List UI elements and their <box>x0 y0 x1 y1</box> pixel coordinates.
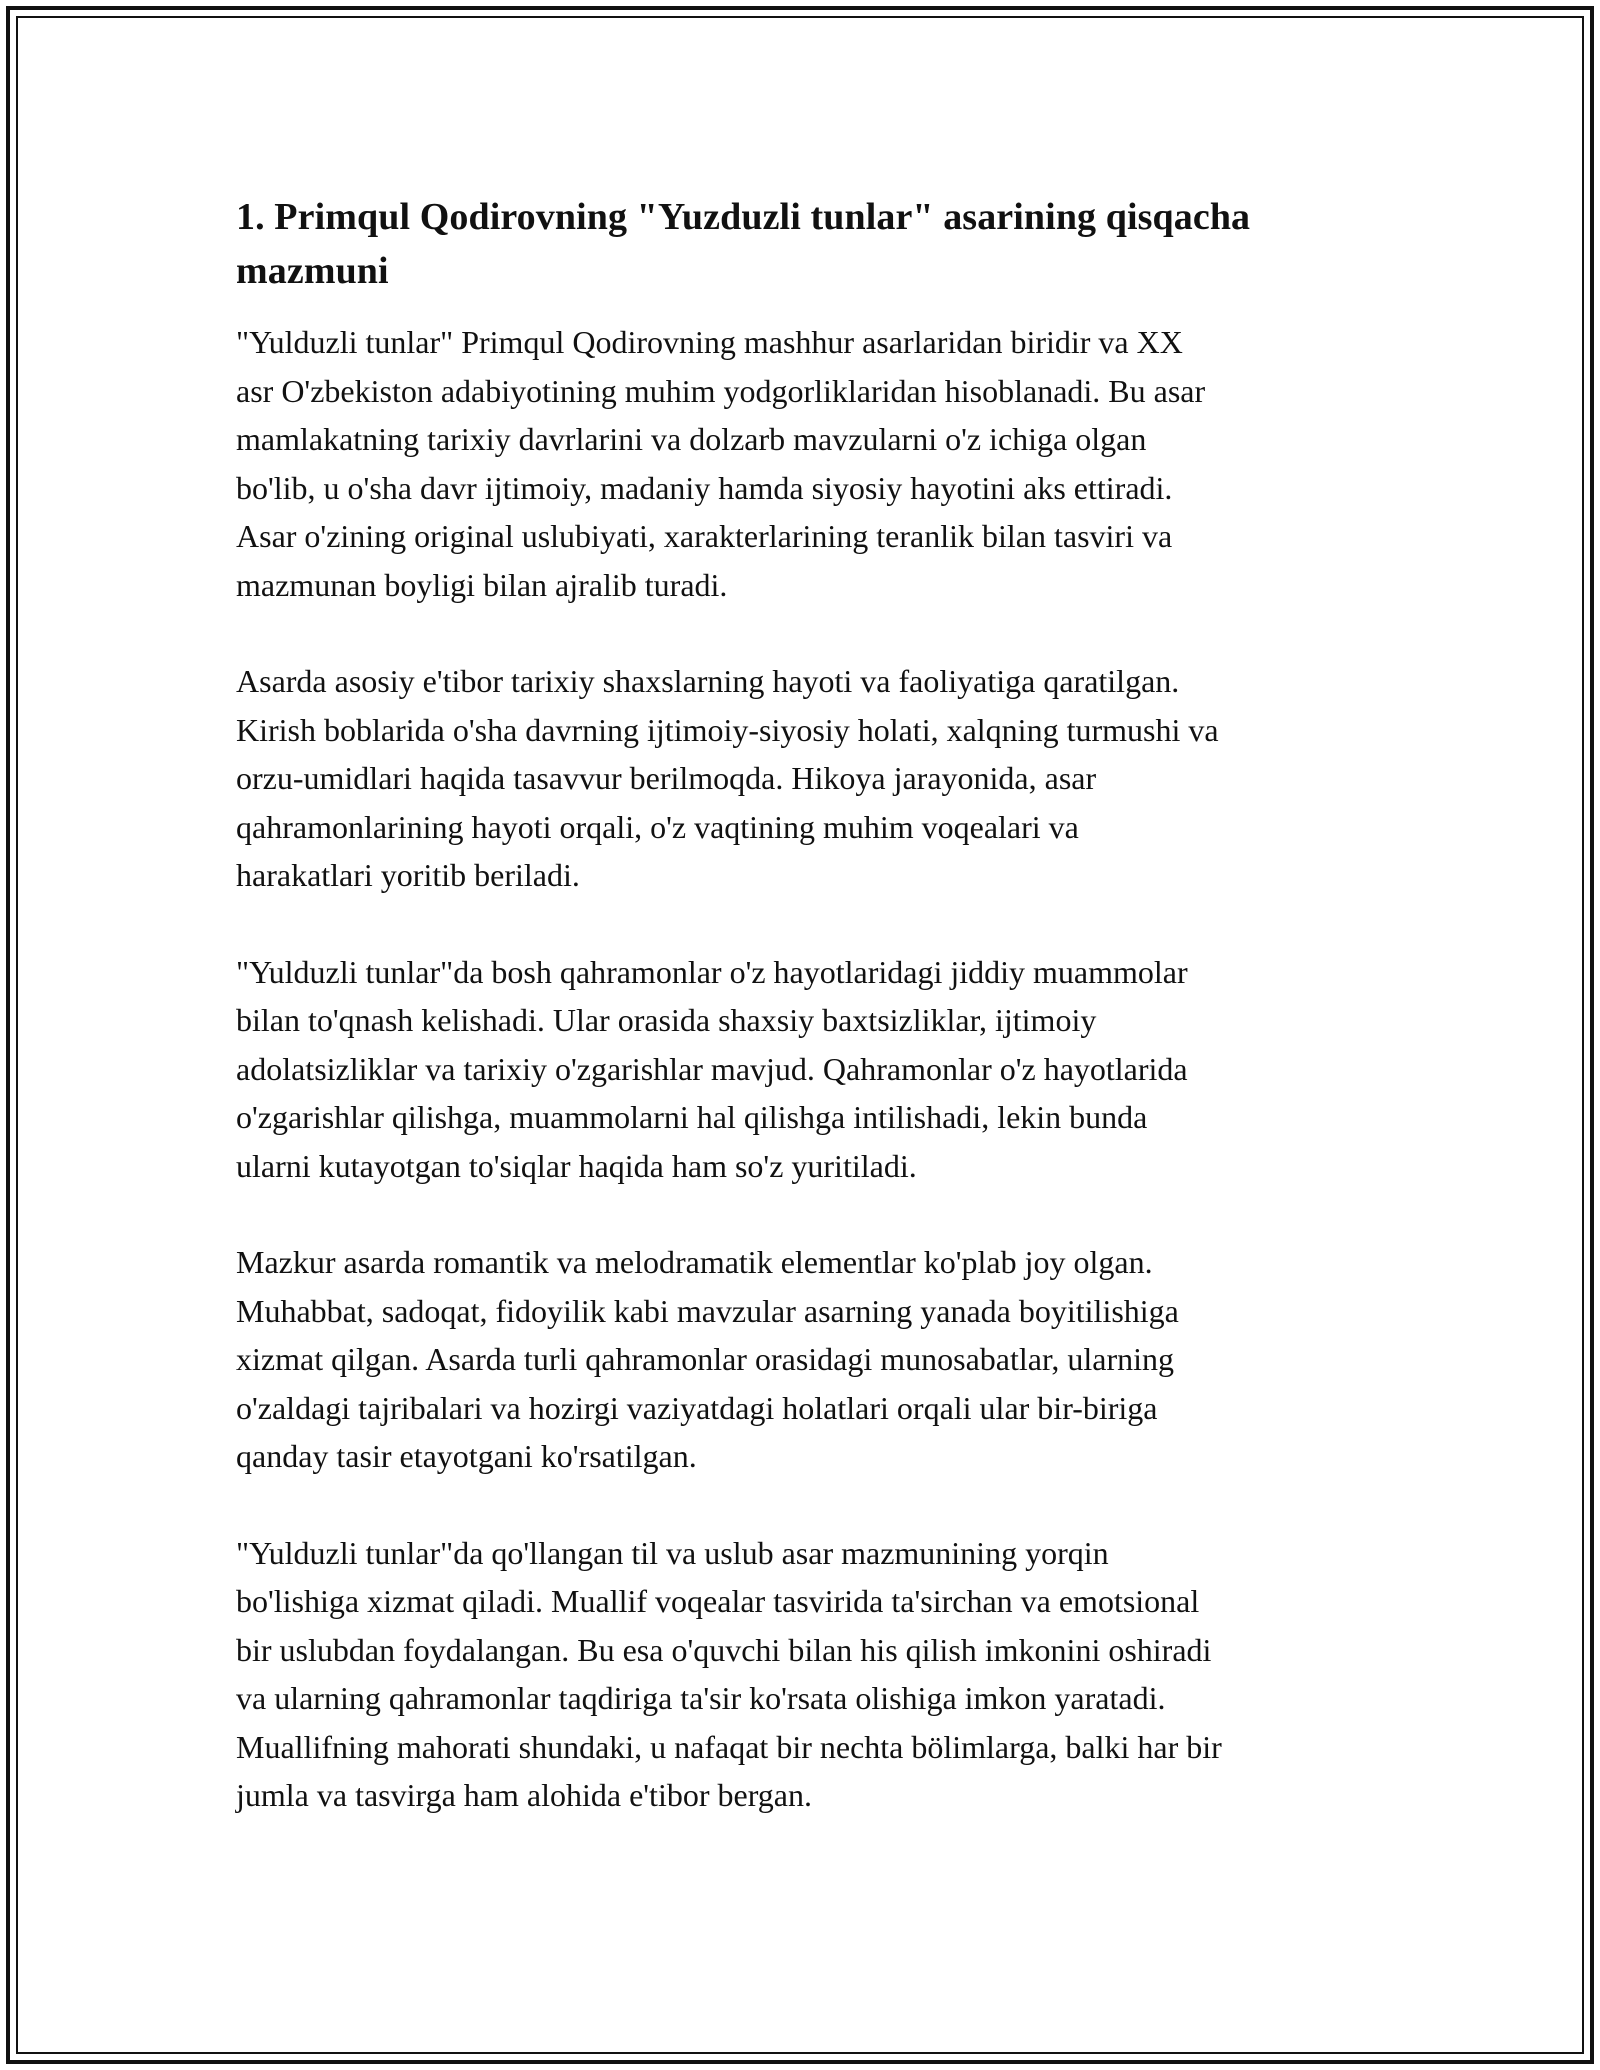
paragraph-line: "Yulduzli tunlar" Primqul Qodirovning mashhur asarlaridan biridir va XX <box>236 324 1183 360</box>
paragraph-line: Asarda asosiy e'tibor tarixiy shaxslarning hayoti va faoliyatiga qaratilgan. <box>236 663 1180 699</box>
paragraph-1 <box>236 318 1376 609</box>
paragraph-line: "Yulduzli tunlar"da qo'llangan til va uslub asar mazmunining yorqin <box>236 1534 1109 1571</box>
paragraph-line: Kirish boblarida o'sha davrning ijtimoiy-siyosiy holati, xalqning turmushi va <box>236 711 1219 748</box>
paragraph-line: bilan to'qnash kelishadi. Ular orasida shaxsiy baxtsizliklar, ijtimoiy <box>236 1002 1097 1038</box>
title-line: mazmuni <box>236 250 389 292</box>
paragraph-line: bo'lib, u o'sha davr ijtimoiy, madaniy hamda siyosiy hayotini aks ettiradi. <box>236 469 1173 506</box>
paragraph-line: mamlakatning tarixiy davrlarini va dolzarb mavzularni o'z ichiga olgan <box>236 421 1147 457</box>
paragraph-line: adolatsizliklar va tarixiy o'zgarishlar mavjud. Qahramonlar o'z hayotlarida <box>236 1050 1188 1087</box>
title-line: 1. Primqul Qodirovning "Yuzduzli tunlar" asarining qisqacha <box>236 196 1251 238</box>
paragraph-line: orzu-umidlari haqida tasavvur berilmoqda. Hikoya jarayonida, asar <box>236 760 1097 796</box>
document-title <box>236 190 1376 298</box>
paragraph-line: mazmunan boyligi bilan ajralib turadi. <box>236 566 728 603</box>
paragraph-line: o'zaldagi tajribalari va hozirgi vaziyatdagi holatlari orqali ular bir-biriga <box>236 1389 1158 1426</box>
paragraph-line: harakatlari yoritib beriladi. <box>236 857 580 893</box>
paragraph-line: "Yulduzli tunlar"da bosh qahramonlar o'z hayotlaridagi jiddiy muammolar <box>236 953 1188 990</box>
paragraph-line: bo'lishiga xizmat qiladi. Muallif voqealar tasvirida ta'sirchan va emotsional <box>236 1583 1200 1619</box>
paragraph-line: qahramonlarining hayoti orqali, o'z vaqtining muhim voqealari va <box>236 808 1079 845</box>
paragraph-line: bir uslubdan foydalangan. Bu esa o'quvchi bilan his qilish imkonini oshiradi <box>236 1631 1212 1668</box>
paragraph-line: Muhabbat, sadoqat, fidoyilik kabi mavzular asarning yanada boyitilishiga <box>236 1292 1179 1329</box>
document-content <box>236 190 1376 1868</box>
paragraph-line: xizmat qilgan. Asarda turli qahramonlar orasidagi munosabatlar, ularning <box>236 1341 1174 1377</box>
paragraph-2 <box>236 657 1376 900</box>
paragraph-line: ularni kutayotgan to'siqlar haqida ham so'z yuritiladi. <box>236 1147 917 1184</box>
paragraph-3 <box>236 948 1376 1191</box>
paragraph-line: asr O'zbekiston adabiyotining muhim yodgorliklaridan hisoblanadi. Bu asar <box>236 372 1206 409</box>
paragraph-line: Asar o'zining original uslubiyati, xarakterlarining teranlik bilan tasviri va <box>236 518 1173 554</box>
paragraph-line: o'zgarishlar qilishga, muammolarni hal qilishga intilishadi, lekin bunda <box>236 1099 1148 1135</box>
paragraph-line: Muallifning mahorati shundaki, u nafaqat bir nechta bölimlarga, balki har bir <box>236 1728 1222 1765</box>
paragraph-line: va ularning qahramonlar taqdiriga ta'sir ko'rsata olishiga imkon yaratadi. <box>236 1680 1166 1716</box>
paragraph-line: jumla va tasvirga ham alohida e'tibor bergan. <box>236 1777 812 1813</box>
paragraph-5 <box>236 1529 1376 1820</box>
paragraph-4 <box>236 1238 1376 1481</box>
paragraph-line: Mazkur asarda romantik va melodramatik elementlar ko'plab joy olgan. <box>236 1244 1153 1280</box>
paragraph-line: qanday tasir etayotgani ko'rsatilgan. <box>236 1438 697 1474</box>
